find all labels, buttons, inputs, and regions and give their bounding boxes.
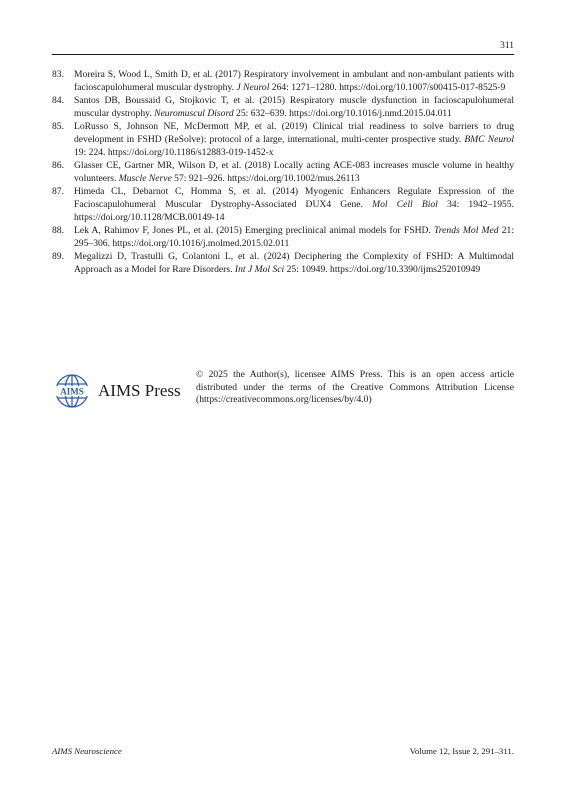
logo-text: AIMS Press	[98, 381, 181, 400]
journal-name: Muscle Nerve	[118, 172, 172, 184]
reference-item	[52, 186, 514, 224]
journal-name: J Neurol	[236, 81, 270, 93]
reference-item	[52, 69, 514, 94]
license-block	[52, 369, 514, 413]
reference-number: 83.	[52, 69, 64, 80]
reference-text: Lek A, Rahimov F, Jones PL, et al. (2015) Emerging preclinical animal models for FSHD. Trends Mol Med 21: 295–306. https://doi.org/10.1016/j.molmed.2015.02.011	[74, 225, 514, 249]
reference-text: Moreira S, Wood L, Smith D, et al. (2017) Respiratory involvement in ambulant and non-ambulant patients with facioscapulohumeral muscular dystrophy. J Neurol 264: 1271–1280. https://doi.org/10.1007/s00415-017-8525-9	[74, 69, 514, 93]
reference-text: Himeda CL, Debarnot C, Homma S, et al. (2014) Myogenic Enhancers Regulate Expression of the Facioscapulohumeral Muscular Dystrophy-Associated DUX4 Gene. Mol Cell Biol 34: 1942–1955. https://doi.org/10.1128/MCB.00149-14	[74, 186, 514, 223]
reference-item	[52, 160, 514, 185]
journal-name: Int J Mol Sci	[234, 263, 285, 275]
reference-number: 85.	[52, 121, 64, 133]
page-number: 311	[500, 41, 514, 51]
reference-number: 88.	[52, 225, 64, 237]
reference-item	[52, 121, 514, 159]
reference-item	[52, 251, 514, 276]
journal-name: Mol Cell Biol	[372, 198, 438, 210]
journal-name: BMC Neurol	[464, 133, 514, 145]
svg-text:AIMS: AIMS	[60, 386, 84, 397]
journal-name: Trends Mol Med	[433, 225, 499, 237]
footer-journal: AIMS Neuroscience	[52, 746, 122, 756]
license-text: © 2025 the Author(s), licensee AIMS Press. This is an open access article distributed under the terms of the Creative Commons Attribution License (https://creativecommons.org/licenses/by/4.0)	[196, 369, 514, 406]
page-footer	[52, 746, 514, 756]
header-rule	[52, 54, 514, 55]
reference-number: 87.	[52, 186, 64, 198]
reference-number: 89.	[52, 251, 64, 263]
journal-name: Neuromuscul Disord	[154, 107, 234, 119]
reference-text: LoRusso S, Johnson NE, McDermott MP, et al. (2019) Clinical trial readiness to solve barriers to drug development in FSHD (ReSolve): protocol of a large, international, multi-center prospective study. BMC Neurol 19: 224. https://doi.org/10.1186/s12883-019-1452-x	[74, 121, 514, 158]
reference-number: 84.	[52, 95, 64, 107]
reference-text: Glasser CE, Gartner MR, Wilson D, et al. (2018) Locally acting ACE-083 increases muscle volume in healthy volunteers. Muscle Nerve 57: 921–926. https://doi.org/10.1002/mus.26113	[74, 160, 514, 184]
reference-text: Megalizzi D, Trastulli G, Colantoni L, et al. (2024) Deciphering the Complexity of FSHD: A Multimodal Approach as a Model for Rare Disorders. Int J Mol Sci 25: 10949. https://doi.org/10.3390/ijms252010949	[74, 251, 514, 275]
reference-list	[52, 69, 514, 278]
reference-number: 86.	[52, 160, 64, 172]
footer-issue: Volume 12, Issue 2, 291–311.	[409, 746, 514, 756]
globe-icon	[52, 371, 92, 411]
aims-press-logo	[52, 369, 190, 413]
reference-item	[52, 225, 514, 250]
reference-text: Santos DB, Boussaid G, Stojkovic T, et al. (2015) Respiratory muscle dysfunction in facioscapulohumeral muscular dystrophy. Neuromuscul Disord 25: 632–639. https://doi.org/10.1016/j.nmd.2015.04.011	[74, 95, 514, 119]
reference-item	[52, 95, 514, 120]
